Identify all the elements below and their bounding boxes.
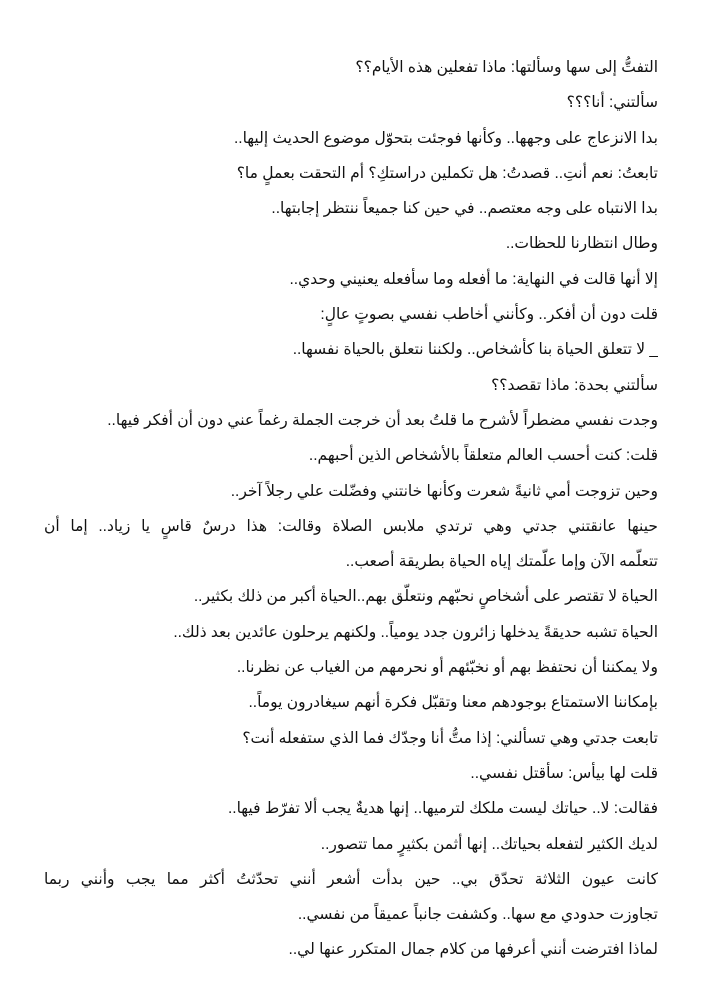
text-line: لماذا افترضت أنني أعرفها من كلام جمال المتكرر عنها لي.. xyxy=(288,941,658,959)
text-line: كانت عيون الثلاثة تحدّق بي.. حين بدأت أشعر أنني تحدّثتُ أكثر مما يجب وأنني ربما xyxy=(44,870,658,888)
text-line: تابعتُ: نعم أنتِ.. قصدتُ: هل تكملين دراستكِ؟ أم التحقت بعملٍ ما؟ xyxy=(236,164,658,182)
text-line: لديك الكثير لتفعله بحياتك.. إنها أثمن بكثيرٍ مما تتصور.. xyxy=(320,835,658,853)
text-line: فقالت: لا.. حياتك ليست ملكك لترميها.. إنها هديةٌ يجب ألا تفرّط فيها.. xyxy=(227,800,658,818)
text-line: قلت دون أن أفكر.. وكأنني أخاطب نفسي بصوتٍ عالٍ: xyxy=(320,306,658,324)
text-line: بإمكاننا الاستمتاع بوجودهم معنا وتقبّل فكرة أنهم سيغادرون يوماً.. xyxy=(248,694,658,712)
text-line: وحين تزوجت أمي ثانيةً شعرت وكأنها خانتني وفضّلت علي رجلاً آخر.. xyxy=(230,482,658,500)
text-line: تجاوزت حدودي مع سها.. وكشفت جانباً عميقاً من نفسي.. xyxy=(297,906,658,924)
text-line: قلت لها بيأس: سأقتل نفسي.. xyxy=(470,764,658,782)
text-line: _ لا تتعلق الحياة بنا كأشخاص.. ولكننا نتعلق بالحياة نفسها.. xyxy=(292,341,658,359)
text-line: الحياة تشبه حديقةً يدخلها زائرون جدد يومياً.. ولكنهم يرحلون عائدين بعد ذلك.. xyxy=(173,623,658,641)
text-line: التفتُّ إلى سها وسألتها: ماذا تفعلين هذه الأيام؟؟ xyxy=(355,59,658,76)
text-line: وطال انتظارنا للحظات.. xyxy=(505,235,658,253)
text-line: بدا الانتباه على وجه معتصم.. في حين كنا جميعاً ننتظر إجابتها.. xyxy=(271,200,658,218)
document-body xyxy=(44,50,658,968)
text-line: بدا الانزعاج على وجهها.. وكأنها فوجئت بتحوّل موضوع الحديث إليها.. xyxy=(233,129,658,147)
text-line: تتعلّمه الآن وإما علّمتك إياه الحياة بطريقة أصعب.. xyxy=(345,553,658,571)
text-line: سألتني: أنا؟؟؟ xyxy=(566,94,658,112)
text-line: قلت: كنت أحسب العالم متعلقاً بالأشخاص الذين أحبهم.. xyxy=(308,447,658,465)
text-line: سألتني بحدة: ماذا تقصد؟؟ xyxy=(491,376,658,394)
text-line: حينها عانقتني جدتي وهي ترتدي ملابس الصلاة وقالت: هذا درسٌ قاسٍ يا زياد.. إما أن xyxy=(44,517,658,535)
text-line: الحياة لا تقتصر على أشخاصٍ نحبّهم ونتعلّق بهم..الحياة أكبر من ذلك بكثير.. xyxy=(193,588,658,606)
text-line: ولا يمكننا أن نحتفظ بهم أو نخبّئهم أو نحرمهم من الغياب عن نظرنا.. xyxy=(236,659,658,677)
text-line: إلا أنها قالت في النهاية: ما أفعله وما سأفعله يعنيني وحدي.. xyxy=(289,270,658,288)
text-line: تابعت جدتي وهي تسألني: إذا متُّ أنا وجدّك فما الذي ستفعله أنت؟ xyxy=(242,729,658,747)
text-line: وجدت نفسي مضطراً لأشرح ما قلتُ بعد أن خرجت الجملة رغماً عني دون أن أفكر فيها.. xyxy=(107,411,658,429)
